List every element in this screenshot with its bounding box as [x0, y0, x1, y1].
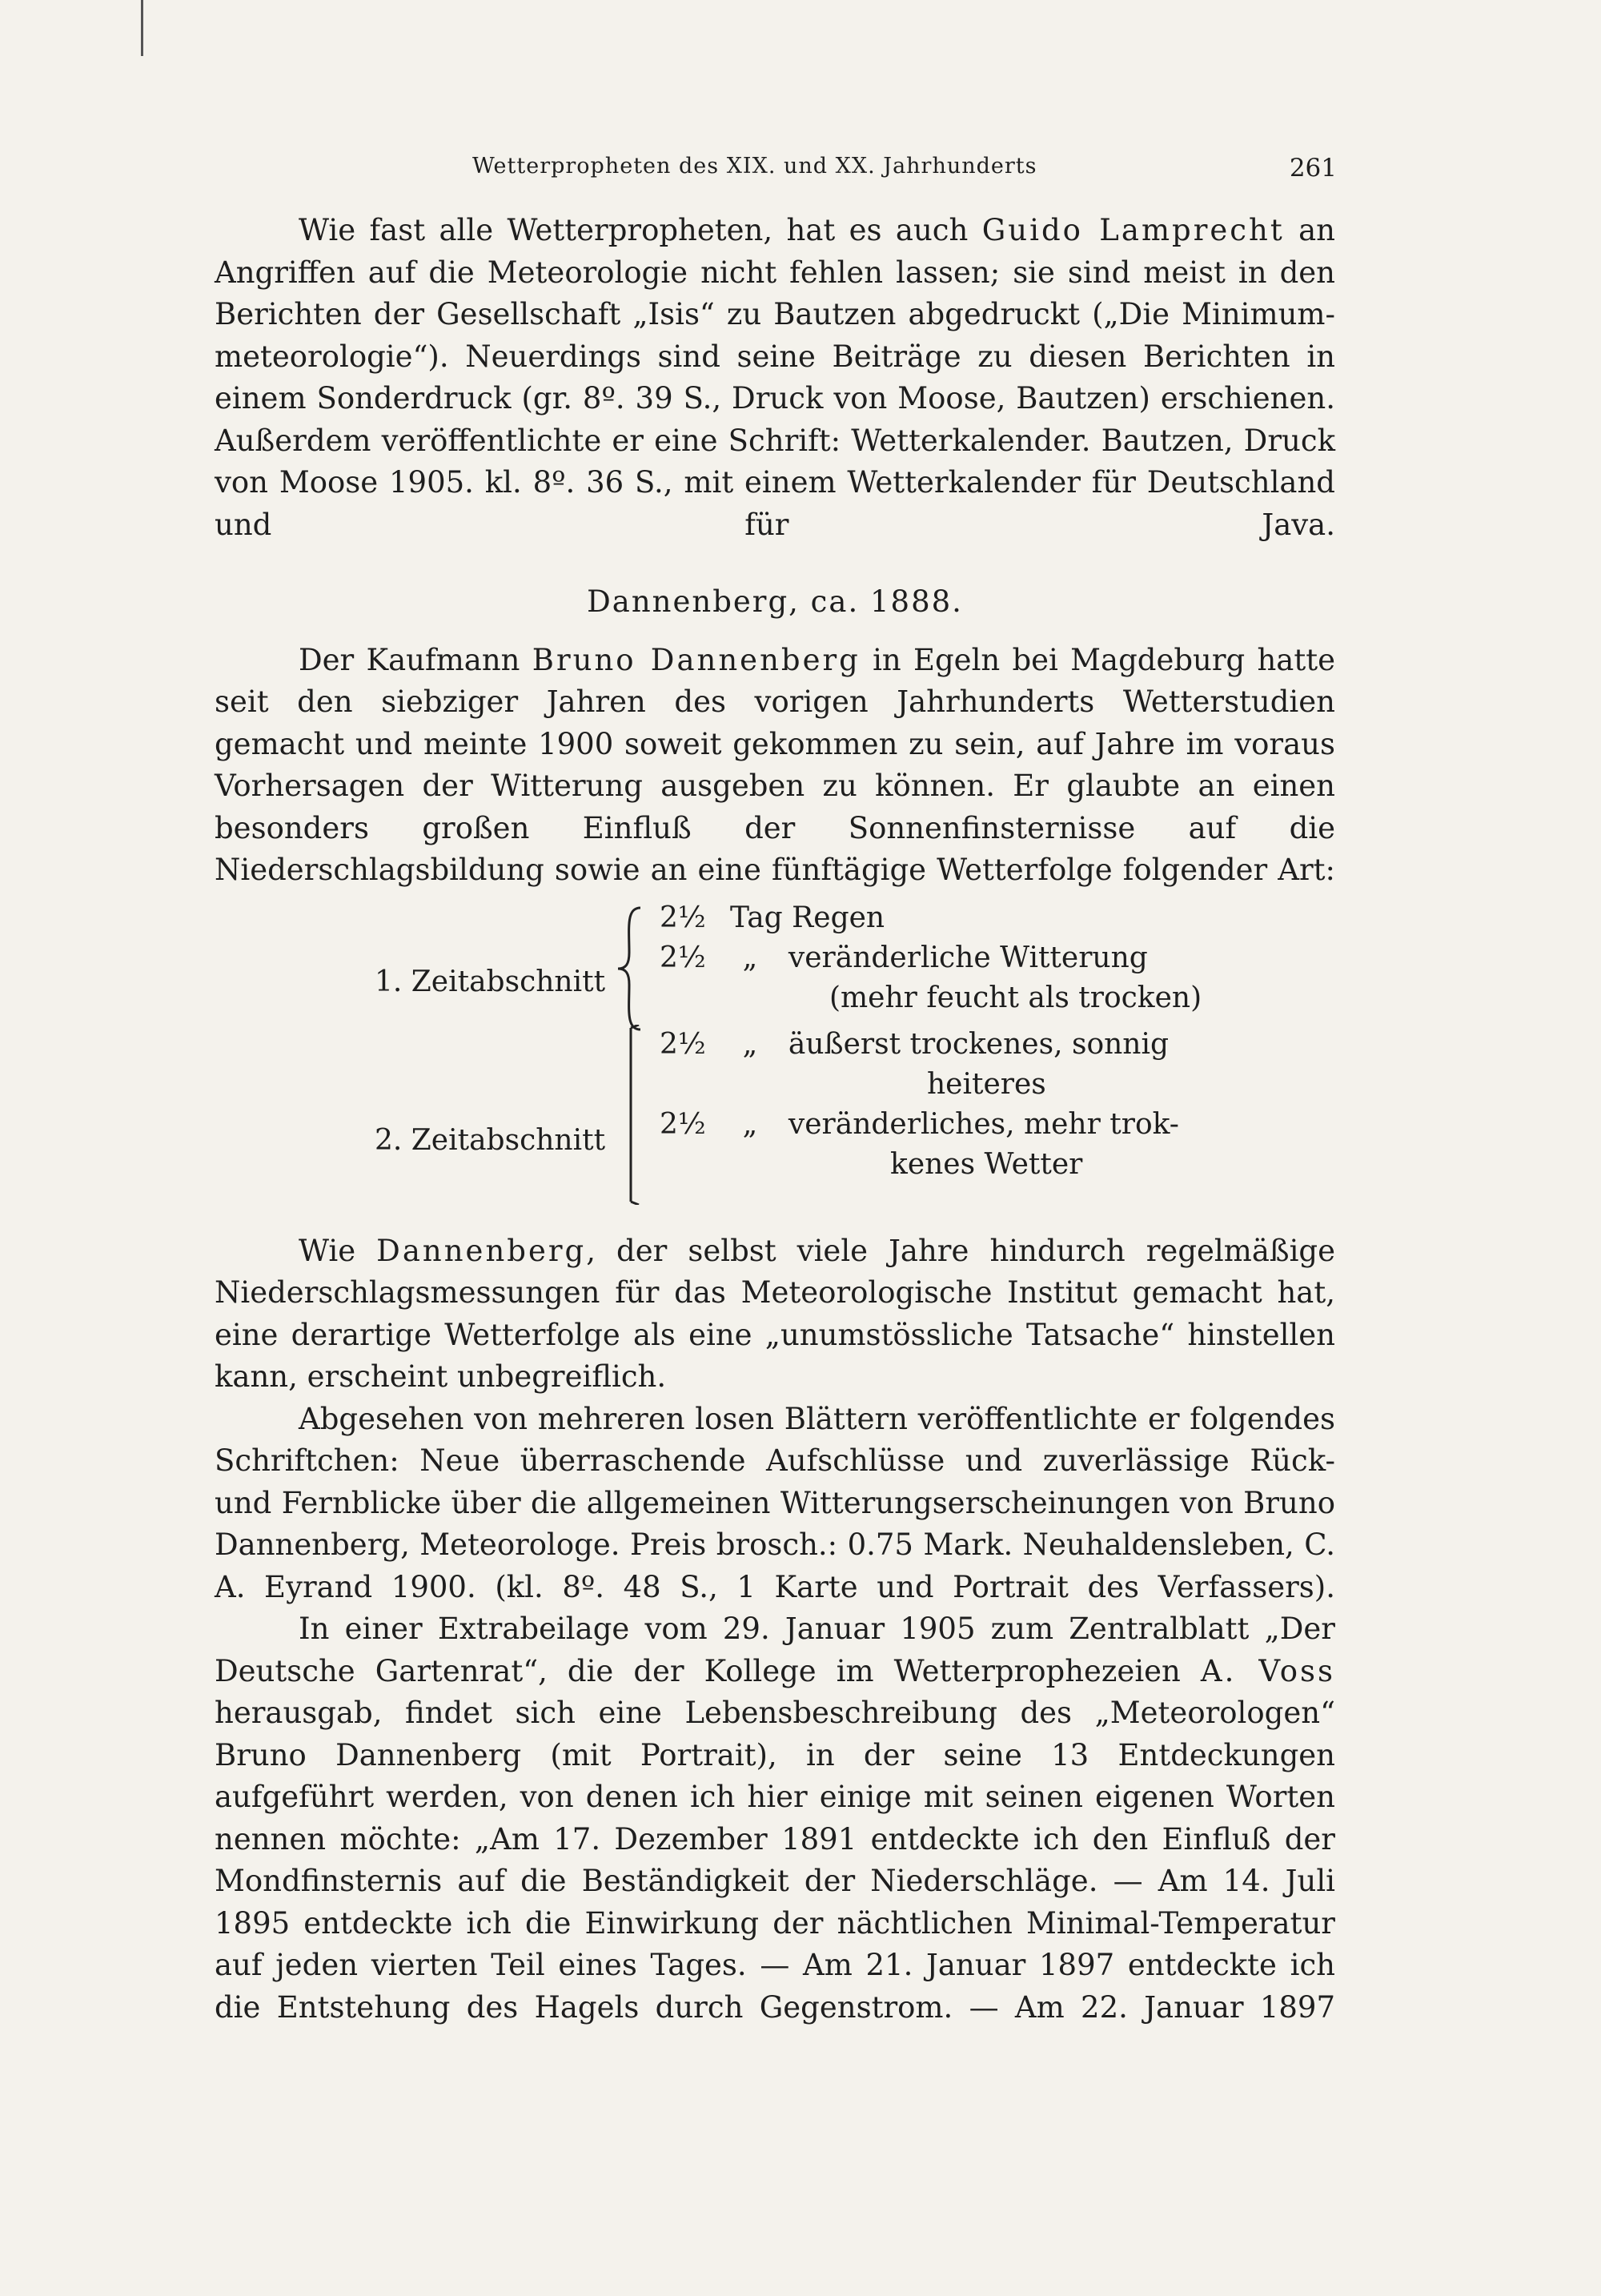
paragraph-text: Wie	[299, 1233, 356, 1268]
page-body	[215, 210, 1335, 2029]
page-header	[216, 154, 1337, 189]
weather-schedule	[215, 898, 1335, 1206]
paragraph-text: an Angriffen auf die Meteorologie nicht fehlen lassen; sie sind meist in den Berichten der Gesellschaft „Isis“ zu Bautzen abgedruckt („Die Minimum-meteorologie“). Neuerdings sind seine Beiträge zu diesen Berichten in einem Sonderdruck (gr. 8º. 39 S., Druck von Moose, Bautzen) erschienen. Außerdem veröffentlichte er eine Schrift: Wetterkalender. Bautzen, Druck von Moose 1905. kl. 8º. 36 S., mit einem Wetterkalender für Deutschland und für Java.	[215, 213, 1335, 542]
paragraph-text: Der Kaufmann	[299, 642, 520, 677]
amount: 2½	[660, 941, 706, 974]
paragraph-text: In einer Extrabeilage vom 29. Januar 1905 zum Zentralblatt „Der Deutsche Gartenrat“, die der Kollege im Wetterprophezeien	[215, 1612, 1335, 1688]
amount: 2½	[660, 1027, 706, 1061]
paragraph-publications: Abgesehen von mehreren losen Blättern veröffentlichte er folgendes Schriftchen: Neue überraschende Aufschlüsse und zuverlässige Rück- und Fernblicke über die allgemeinen Witterungserscheinungen von Bruno Dannenberg, Meteorologe. Preis brosch.: 0.75 Mark. Neuhaldensleben, C. A. Eyrand 1900. (kl. 8º. 48 S., 1 Karte und Portrait des Verfassers).	[215, 1401, 1335, 1604]
period-2-row-1	[660, 1025, 1169, 1065]
ditto-mark: „	[742, 1027, 758, 1061]
amount: 2½	[660, 901, 706, 934]
section-heading: Dannenberg, ca. 1888.	[587, 584, 963, 619]
period-1-label: 1. Zeitabschnitt	[375, 965, 606, 998]
paragraph-text: in Egeln bei Magdeburg hatte seit den siebziger Jahren des vorigen Jahrhunderts Wetterstudien gemacht und meinte 1900 soweit gekommen zu sein, auf Jahre im voraus Vorhersagen der Witterung ausgeben zu können. Er glaubte an einen besonders großen Einfluß der Sonnenfinsternisse auf die Niederschlagsbildung sowie an eine fünftägige Wetterfolge folgender Art:	[215, 642, 1335, 887]
page-number: 261	[1289, 154, 1337, 183]
person-name: Bruno Dannenberg	[532, 642, 861, 677]
person-name: Guido Lamprecht	[981, 213, 1285, 247]
period-2-label: 2. Zeitabschnitt	[375, 1123, 606, 1157]
row-text: Tag Regen	[730, 901, 885, 934]
period-2-continuation-1: heiteres	[927, 1067, 1046, 1101]
period-1-continuation: (mehr feucht als trocken)	[829, 981, 1202, 1014]
paragraph-dannenberg-intro	[215, 640, 1335, 892]
amount: 2½	[660, 1107, 706, 1141]
margin-mark	[141, 0, 143, 56]
brace-icon	[615, 905, 647, 1033]
ditto-mark: „	[742, 941, 758, 974]
period-1-row-2	[660, 938, 1148, 978]
ditto-mark: „	[742, 1107, 758, 1141]
paragraph-text: , der selbst viele Jahre hindurch regelmäßige Niederschlagsmessungen für das Meteorologische Institut gemacht hat, eine derartige Wetterfolge als eine „unumstössliche Tatsache“ hinstellen kann, erscheint unbegreiflich.	[215, 1233, 1336, 1394]
paragraph-extrabeilage	[215, 1608, 1335, 2029]
person-name: Dannenberg	[376, 1233, 587, 1268]
period-2-row-2	[660, 1105, 1179, 1145]
running-title: Wetterpropheten des XIX. und XX. Jahrhunderts	[472, 154, 1037, 179]
paragraph-dannenberg-critique	[215, 1230, 1335, 1399]
row-text: äußerst trockenes, sonnig	[788, 1027, 1170, 1061]
row-text: veränderliche Witterung	[788, 941, 1148, 974]
person-name: A. Voss	[1200, 1653, 1335, 1688]
row-text: veränderliches, mehr trok-	[788, 1107, 1179, 1141]
period-2-continuation-2: kenes Wetter	[890, 1147, 1083, 1181]
paragraph-text: herausgab, findet sich eine Lebensbeschreibung des „Meteorologen“ Bruno Dannenberg (mit Portrait), in der seine 13 Entdeckungen aufgeführt werden, von denen ich hier einige mit seinen eigenen Worten nennen möchte: „Am 17. Dezember 1891 entdeckte ich den Einfluß der Mondfinsternis auf die Beständigkeit der Niederschläge. — Am 14. Juli 1895 entdeckte ich die Einwirkung der nächtlichen Minimal-Temperatur auf jeden vierten Teil eines Tages. — Am 21. Januar 1897 entdeckte ich die Entstehung des Hagels durch Gegenstrom. — Am 22. Januar 1897	[215, 1696, 1335, 2025]
period-1-row-1	[660, 898, 885, 938]
paragraph-text: Wie fast alle Wetterpropheten, hat es auch	[299, 213, 969, 247]
paragraph-lamprecht	[215, 210, 1335, 546]
bracket-icon	[626, 1025, 642, 1205]
